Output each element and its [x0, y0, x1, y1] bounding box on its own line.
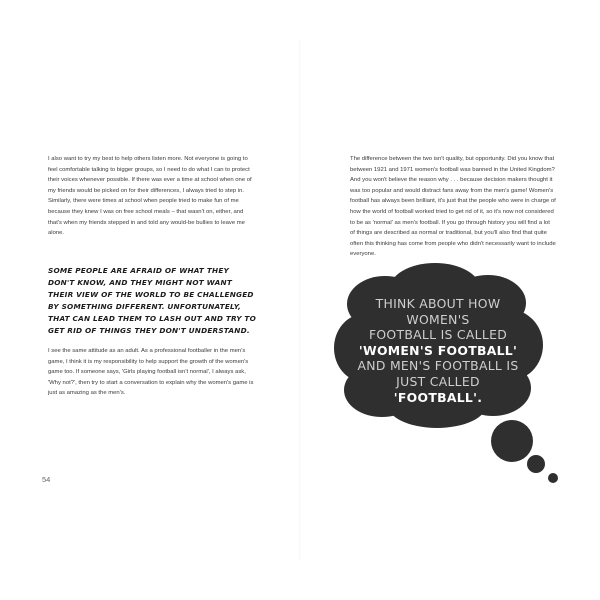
bubble-line-4: AND MEN'S FOOTBALL IS [357, 358, 519, 374]
right-page [300, 0, 600, 600]
bubble-line-5: JUST CALLED [396, 373, 480, 389]
left-paragraph-2: I see the same attitude as an adult. As a professional footballer in the men's game, I think it is my responsibility to help support the growth of the women's game too. If someone says, 'Girls playing football isn't normal', I always ask, 'Why not?', then try to start a conversation to explain why the women's game is just as amazing as the men's. [48, 348, 254, 397]
bubble-line-1: THINK ABOUT HOW WOMEN'S [375, 296, 501, 327]
bubble-line-3: 'WOMEN'S FOOTBALL' [358, 342, 518, 358]
left-paragraph-1: I also want to try my best to help others listen more. Not everyone is going to feel comfortable talking to bigger groups, so I need to do what I can to protect their voices whenever possible. If there was ever a time at school when one of my friends would be picked on for their differences, I always tried to step in. Similarly, there were times at school when people tried to make fun of me because they knew I was on free school meals – that wasn't on, either, and that's when my friends stepped in and told any would-be bullies to leave me alone. [48, 156, 252, 237]
thought-bubble-dot-small [548, 473, 558, 483]
thought-bubble-dot-large [491, 420, 533, 462]
right-paragraph: The difference between the two isn't quality, but opportunity. Did you know that between 1921 and 1971 women's football was banned in the United Kingdom? And you won't believe the reason why . . . because decision makers thought it was too popular and would distract fans away from the men's game! Women's football has always been brilliant, it's just that the people who were in charge of how the world of football worked tried to get rid of it, so it's now not considered to be as 'normal' as men's football. If you go through history you will find a lot of things are described as normal or traditional, but you'll also find that quite often this thinking has come from people who didn't necessarily want to include everyone. [350, 156, 556, 258]
thought-bubble-dot-medium [527, 455, 545, 473]
bubble-line-2: FOOTBALL IS CALLED [368, 327, 508, 343]
bubble-line-6: 'FOOTBALL'. [393, 389, 483, 405]
page-number: 54 [42, 475, 51, 484]
pull-quote: SOME PEOPLE ARE AFRAID OF WHAT THEY DON'T KNOW, AND THEY MIGHT NOT WANT THEIR VIEW OF THE WORLD TO BE CHALLENGED BY SOMETHING DIFFERENT. UNFORTUNATELY, THAT CAN LEAD THEM TO LASH OUT AND TRY TO GET RID OF THINGS THEY DON'T UNDERSTAND. [48, 266, 256, 335]
thought-bubble-text [348, 296, 528, 405]
